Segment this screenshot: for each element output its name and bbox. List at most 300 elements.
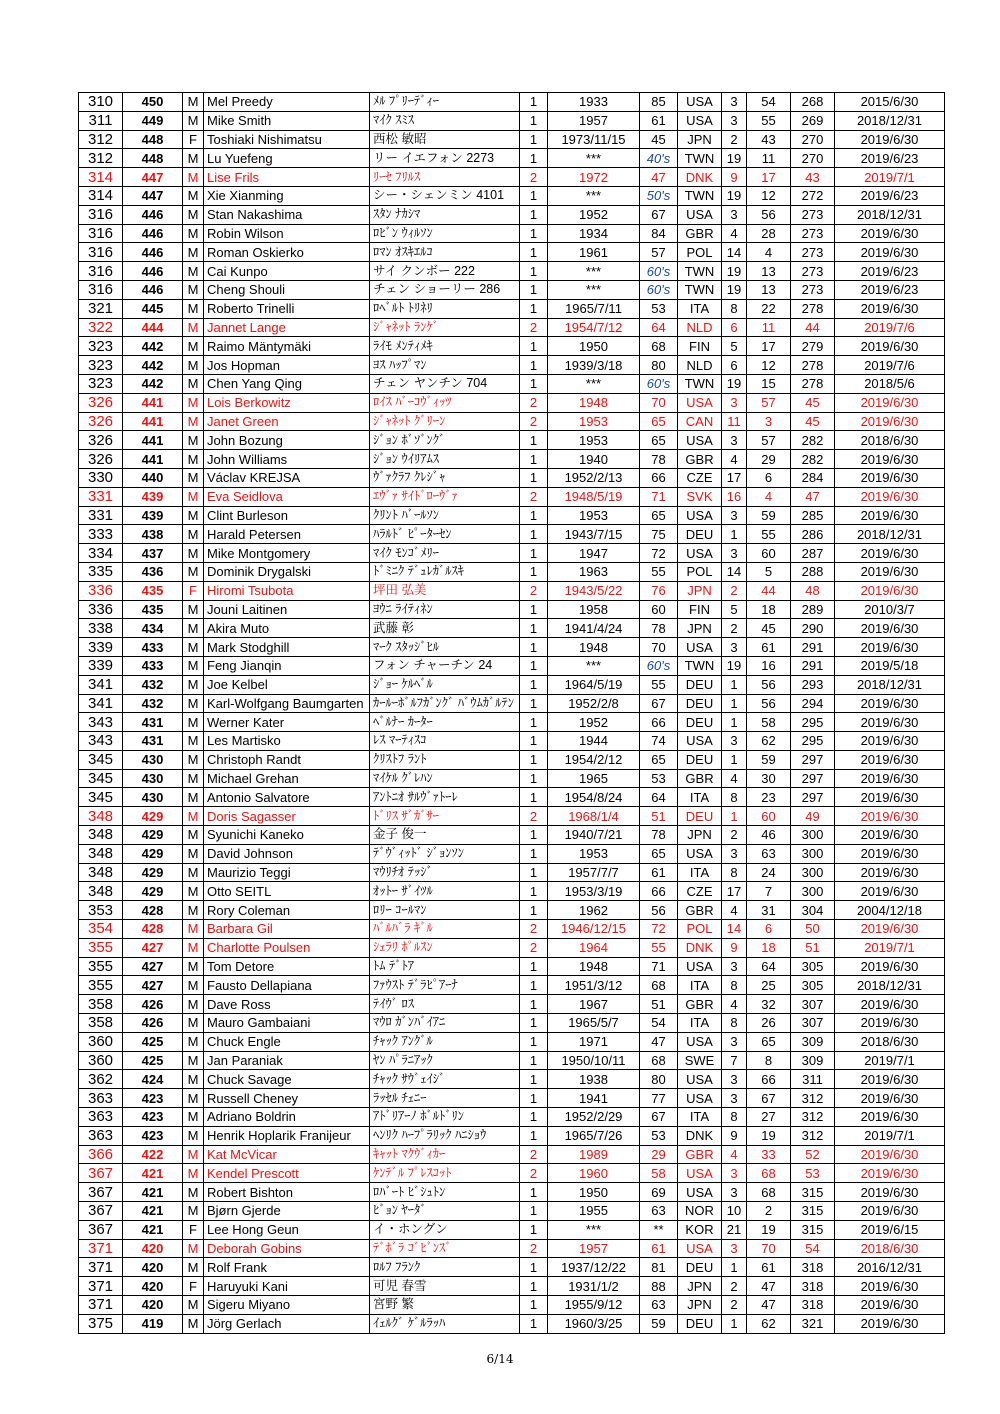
country-rank-cell: 47 (747, 1277, 791, 1296)
country-rank-cell: 8 (747, 1051, 791, 1070)
birth-date-cell: 1940 (548, 450, 640, 469)
rank-cell: 367 (79, 1164, 123, 1183)
updated-date-cell: 2019/6/30 (835, 788, 945, 807)
gender-rank-cell: 273 (791, 224, 835, 243)
country-rank-cell: 56 (747, 675, 791, 694)
name-cell: Eva Seidlova (204, 487, 370, 506)
country-rank-cell: 60 (747, 807, 791, 826)
country-rank-cell: 24 (747, 863, 791, 882)
table-row (79, 93, 945, 112)
age-cell: 68 (640, 337, 678, 356)
katakana-name-cell: 武藤 彰 (370, 619, 520, 638)
rank-cell: 316 (79, 243, 123, 262)
updated-date-cell: 2019/6/30 (835, 393, 945, 412)
name-cell: Doris Sagasser (204, 807, 370, 826)
country-rank-cell: 70 (747, 1239, 791, 1258)
rank-cell: 338 (79, 619, 123, 638)
birth-date-cell: 1943/5/22 (548, 581, 640, 600)
sex-cell: F (183, 1220, 204, 1239)
table-row (79, 807, 945, 826)
birth-date-cell: 1939/3/18 (548, 356, 640, 375)
age-cell: 88 (640, 1277, 678, 1296)
age-cell: 74 (640, 732, 678, 751)
rank-cell: 348 (79, 844, 123, 863)
table-row (79, 713, 945, 732)
country-rank-cell: 33 (747, 1145, 791, 1164)
age-cell: 66 (640, 713, 678, 732)
name-cell: Robin Wilson (204, 224, 370, 243)
country-cell: USA (678, 506, 722, 525)
country-index-cell: 3 (722, 506, 747, 525)
updated-date-cell: 2019/6/30 (835, 243, 945, 262)
table-row (79, 356, 945, 375)
gender-rank-cell: 278 (791, 374, 835, 393)
gender-rank-cell: 297 (791, 769, 835, 788)
country-cell: JPN (678, 130, 722, 149)
sex-cell: M (183, 882, 204, 901)
gender-code-cell: 1 (520, 1314, 548, 1333)
points-cell: 433 (123, 656, 183, 675)
rank-cell: 355 (79, 938, 123, 957)
country-index-cell: 4 (722, 901, 747, 920)
updated-date-cell: 2019/6/30 (835, 299, 945, 318)
country-rank-cell: 56 (747, 694, 791, 713)
country-rank-cell: 12 (747, 356, 791, 375)
country-index-cell: 3 (722, 1183, 747, 1202)
gender-rank-cell: 291 (791, 656, 835, 675)
katakana-name-cell: ｼﾞｮｰ ｹﾙﾍﾞﾙ (370, 675, 520, 694)
gender-rank-cell: 290 (791, 619, 835, 638)
age-cell: 50's (640, 186, 678, 205)
sex-cell: M (183, 901, 204, 920)
country-index-cell: 1 (722, 1258, 747, 1277)
updated-date-cell: 2019/6/23 (835, 149, 945, 168)
age-cell: 65 (640, 431, 678, 450)
updated-date-cell: 2019/7/1 (835, 1051, 945, 1070)
birth-date-cell: 1953 (548, 506, 640, 525)
sex-cell: M (183, 280, 204, 299)
points-cell: 446 (123, 262, 183, 281)
rank-cell: 367 (79, 1183, 123, 1202)
country-cell: SVK (678, 487, 722, 506)
points-cell: 441 (123, 431, 183, 450)
country-rank-cell: 56 (747, 205, 791, 224)
country-index-cell: 1 (722, 525, 747, 544)
country-rank-cell: 67 (747, 1089, 791, 1108)
country-index-cell: 2 (722, 826, 747, 845)
sex-cell: M (183, 656, 204, 675)
country-rank-cell: 28 (747, 224, 791, 243)
name-cell: Kendel Prescott (204, 1164, 370, 1183)
name-cell: Harald Petersen (204, 525, 370, 544)
country-rank-cell: 27 (747, 1108, 791, 1127)
gender-code-cell: 1 (520, 205, 548, 224)
country-rank-cell: 47 (747, 1296, 791, 1315)
sex-cell: M (183, 1183, 204, 1202)
birth-date-cell: *** (548, 374, 640, 393)
country-index-cell: 8 (722, 1108, 747, 1127)
birth-date-cell: 1965/5/7 (548, 1014, 640, 1033)
gender-rank-cell: 284 (791, 468, 835, 487)
birth-date-cell: 1965/7/26 (548, 1126, 640, 1145)
gender-rank-cell: 315 (791, 1183, 835, 1202)
table-row (79, 863, 945, 882)
points-cell: 429 (123, 807, 183, 826)
gender-rank-cell: 297 (791, 788, 835, 807)
updated-date-cell: 2019/6/30 (835, 882, 945, 901)
sex-cell: M (183, 788, 204, 807)
name-cell: Janet Green (204, 412, 370, 431)
sex-cell: M (183, 111, 204, 130)
country-rank-cell: 13 (747, 262, 791, 281)
rank-cell: 323 (79, 374, 123, 393)
birth-date-cell: 1960/3/25 (548, 1314, 640, 1333)
gender-code-cell: 1 (520, 675, 548, 694)
table-row (79, 412, 945, 431)
table-row (79, 920, 945, 939)
country-cell: GBR (678, 769, 722, 788)
katakana-name-cell: ﾃﾞﾎﾞﾗ ｺﾞﾋﾞﾝｽﾞ (370, 1239, 520, 1258)
country-rank-cell: 46 (747, 826, 791, 845)
rank-cell: 323 (79, 337, 123, 356)
sex-cell: M (183, 807, 204, 826)
gender-rank-cell: 307 (791, 1014, 835, 1033)
birth-date-cell: 1946/12/15 (548, 920, 640, 939)
sex-cell: M (183, 600, 204, 619)
name-cell: Lu Yuefeng (204, 149, 370, 168)
country-index-cell: 1 (722, 807, 747, 826)
updated-date-cell: 2019/6/15 (835, 1220, 945, 1239)
points-cell: 435 (123, 600, 183, 619)
country-cell: NLD (678, 356, 722, 375)
updated-date-cell: 2019/6/30 (835, 224, 945, 243)
age-cell: 80 (640, 1070, 678, 1089)
country-index-cell: 3 (722, 544, 747, 563)
country-index-cell: 16 (722, 487, 747, 506)
sex-cell: F (183, 1277, 204, 1296)
country-cell: USA (678, 844, 722, 863)
country-cell: USA (678, 393, 722, 412)
country-index-cell: 1 (722, 713, 747, 732)
gender-rank-cell: 300 (791, 844, 835, 863)
updated-date-cell: 2019/6/30 (835, 544, 945, 563)
points-cell: 421 (123, 1202, 183, 1221)
gender-rank-cell: 300 (791, 863, 835, 882)
age-cell: 77 (640, 1089, 678, 1108)
name-cell: Joe Kelbel (204, 675, 370, 694)
table-row (79, 544, 945, 563)
gender-rank-cell: 309 (791, 1032, 835, 1051)
points-cell: 441 (123, 393, 183, 412)
points-cell: 437 (123, 544, 183, 563)
rank-cell: 311 (79, 111, 123, 130)
country-index-cell: 3 (722, 1070, 747, 1089)
rank-cell: 334 (79, 544, 123, 563)
katakana-name-cell: 西松 敏昭 (370, 130, 520, 149)
updated-date-cell: 2018/6/30 (835, 1032, 945, 1051)
katakana-name-cell: ﾌｧｳｽﾄ ﾃﾞﾗﾋﾟｱｰﾅ (370, 976, 520, 995)
birth-date-cell: 1944 (548, 732, 640, 751)
gender-code-cell: 1 (520, 356, 548, 375)
country-index-cell: 2 (722, 130, 747, 149)
points-cell: 428 (123, 920, 183, 939)
country-cell: CZE (678, 882, 722, 901)
katakana-name-cell: ｴｳﾞｧ ｻｲﾄﾞﾛｰｳﾞｧ (370, 487, 520, 506)
rank-cell: 358 (79, 995, 123, 1014)
updated-date-cell: 2019/6/30 (835, 1014, 945, 1033)
rank-cell: 330 (79, 468, 123, 487)
gender-rank-cell: 282 (791, 431, 835, 450)
gender-rank-cell: 307 (791, 995, 835, 1014)
points-cell: 439 (123, 506, 183, 525)
gender-code-cell: 1 (520, 1108, 548, 1127)
updated-date-cell: 2019/6/30 (835, 468, 945, 487)
updated-date-cell: 2015/6/30 (835, 93, 945, 112)
country-cell: TWN (678, 656, 722, 675)
name-cell: Václav KREJSA (204, 468, 370, 487)
gender-rank-cell: 273 (791, 280, 835, 299)
updated-date-cell: 2019/6/30 (835, 1183, 945, 1202)
points-cell: 446 (123, 205, 183, 224)
name-cell: Michael Grehan (204, 769, 370, 788)
katakana-name-cell: ﾄﾞﾐﾆｸ ﾃﾞｭﾚｶﾞﾙｽｷ (370, 562, 520, 581)
katakana-name-cell: ﾏｲｸ ﾓﾝｺﾞﾒﾘｰ (370, 544, 520, 563)
points-cell: 422 (123, 1145, 183, 1164)
updated-date-cell: 2019/6/30 (835, 506, 945, 525)
points-cell: 433 (123, 638, 183, 657)
birth-date-cell: 1989 (548, 1145, 640, 1164)
country-cell: GBR (678, 1145, 722, 1164)
country-index-cell: 3 (722, 844, 747, 863)
gender-rank-cell: 52 (791, 1145, 835, 1164)
name-cell: Lee Hong Geun (204, 1220, 370, 1239)
katakana-name-cell: ｳﾞｧｸﾗﾌ ｸﾚｼﾞｬ (370, 468, 520, 487)
gender-code-cell: 1 (520, 130, 548, 149)
country-rank-cell: 23 (747, 788, 791, 807)
gender-code-cell: 1 (520, 1296, 548, 1315)
birth-date-cell: 1973/11/15 (548, 130, 640, 149)
katakana-name-cell: ﾍﾝﾘｸ ﾊｰﾌﾟﾗﾘｯｸ ﾊﾆｼｮｳ (370, 1126, 520, 1145)
gender-code-cell: 1 (520, 600, 548, 619)
country-index-cell: 6 (722, 318, 747, 337)
sex-cell: M (183, 262, 204, 281)
sex-cell: M (183, 694, 204, 713)
gender-rank-cell: 295 (791, 713, 835, 732)
age-cell: 68 (640, 976, 678, 995)
country-cell: SWE (678, 1051, 722, 1070)
country-rank-cell: 29 (747, 450, 791, 469)
points-cell: 441 (123, 450, 183, 469)
name-cell: Bjørn Gjerde (204, 1202, 370, 1221)
rank-cell: 336 (79, 581, 123, 600)
gender-code-cell: 1 (520, 619, 548, 638)
rank-cell: 353 (79, 901, 123, 920)
country-cell: DEU (678, 1314, 722, 1333)
name-cell: Akira Muto (204, 619, 370, 638)
country-rank-cell: 13 (747, 280, 791, 299)
table-row (79, 468, 945, 487)
age-cell: 67 (640, 205, 678, 224)
sex-cell: M (183, 412, 204, 431)
points-cell: 430 (123, 788, 183, 807)
birth-date-cell: 1955/9/12 (548, 1296, 640, 1315)
gender-rank-cell: 268 (791, 93, 835, 112)
rank-cell: 354 (79, 920, 123, 939)
gender-rank-cell: 270 (791, 130, 835, 149)
katakana-name-cell: ﾛﾙﾌ ﾌﾗﾝｸ (370, 1258, 520, 1277)
age-cell: 65 (640, 506, 678, 525)
country-index-cell: 9 (722, 1126, 747, 1145)
birth-date-cell: 1950 (548, 337, 640, 356)
gender-code-cell: 2 (520, 807, 548, 826)
name-cell: Stan Nakashima (204, 205, 370, 224)
rank-cell: 360 (79, 1032, 123, 1051)
birth-date-cell: 1965/7/11 (548, 299, 640, 318)
table-row (79, 1089, 945, 1108)
country-index-cell: 19 (722, 656, 747, 675)
sex-cell: M (183, 976, 204, 995)
name-cell: Chuck Savage (204, 1070, 370, 1089)
country-index-cell: 19 (722, 149, 747, 168)
gender-rank-cell: 279 (791, 337, 835, 356)
country-index-cell: 7 (722, 1051, 747, 1070)
updated-date-cell: 2019/6/30 (835, 995, 945, 1014)
points-cell: 420 (123, 1277, 183, 1296)
birth-date-cell: 1950/10/11 (548, 1051, 640, 1070)
gender-rank-cell: 273 (791, 205, 835, 224)
updated-date-cell: 2019/6/30 (835, 920, 945, 939)
age-cell: 66 (640, 468, 678, 487)
country-rank-cell: 44 (747, 581, 791, 600)
gender-rank-cell: 312 (791, 1089, 835, 1108)
country-index-cell: 19 (722, 280, 747, 299)
country-rank-cell: 4 (747, 487, 791, 506)
gender-code-cell: 1 (520, 732, 548, 751)
updated-date-cell: 2019/6/30 (835, 863, 945, 882)
sex-cell: M (183, 769, 204, 788)
points-cell: 446 (123, 224, 183, 243)
points-cell: 432 (123, 694, 183, 713)
sex-cell: M (183, 468, 204, 487)
gender-rank-cell: 305 (791, 957, 835, 976)
updated-date-cell: 2018/12/31 (835, 205, 945, 224)
updated-date-cell: 2019/6/30 (835, 1089, 945, 1108)
birth-date-cell: 1957/7/7 (548, 863, 640, 882)
gender-code-cell: 1 (520, 1051, 548, 1070)
table-row (79, 976, 945, 995)
age-cell: 78 (640, 450, 678, 469)
name-cell: Chen Yang Qing (204, 374, 370, 393)
page-number: 6/14 (486, 1352, 514, 1366)
gender-rank-cell: 53 (791, 1164, 835, 1183)
rank-cell: 312 (79, 149, 123, 168)
points-cell: 432 (123, 675, 183, 694)
gender-code-cell: 2 (520, 1239, 548, 1258)
gender-rank-cell: 312 (791, 1126, 835, 1145)
country-rank-cell: 17 (747, 168, 791, 187)
country-cell: GBR (678, 901, 722, 920)
birth-date-cell: *** (548, 149, 640, 168)
katakana-name-cell: ﾏｲｹﾙ ｸﾞﾚﾊﾝ (370, 769, 520, 788)
birth-date-cell: 1950 (548, 1183, 640, 1202)
table-row (79, 1239, 945, 1258)
country-rank-cell: 2 (747, 1202, 791, 1221)
points-cell: 423 (123, 1108, 183, 1127)
birth-date-cell: *** (548, 262, 640, 281)
gender-code-cell: 2 (520, 487, 548, 506)
table-row (79, 844, 945, 863)
updated-date-cell: 2019/6/30 (835, 826, 945, 845)
gender-code-cell: 1 (520, 1202, 548, 1221)
rank-cell: 314 (79, 168, 123, 187)
age-cell: 60's (640, 280, 678, 299)
country-index-cell: 2 (722, 1296, 747, 1315)
country-cell: USA (678, 1183, 722, 1202)
name-cell: Henrik Hoplarik Franijeur (204, 1126, 370, 1145)
name-cell: Christoph Randt (204, 750, 370, 769)
gender-code-cell: 1 (520, 844, 548, 863)
age-cell: 78 (640, 826, 678, 845)
birth-date-cell: 1967 (548, 995, 640, 1014)
table-row (79, 431, 945, 450)
updated-date-cell: 2019/6/30 (835, 1108, 945, 1127)
country-rank-cell: 68 (747, 1183, 791, 1202)
age-cell: 29 (640, 1145, 678, 1164)
name-cell: Jan Paraniak (204, 1051, 370, 1070)
points-cell: 430 (123, 750, 183, 769)
points-cell: 420 (123, 1239, 183, 1258)
country-index-cell: 14 (722, 243, 747, 262)
points-cell: 427 (123, 976, 183, 995)
birth-date-cell: 1952/2/29 (548, 1108, 640, 1127)
gender-code-cell: 1 (520, 1089, 548, 1108)
country-index-cell: 10 (722, 1202, 747, 1221)
katakana-name-cell: 坪田 弘美 (370, 581, 520, 600)
table-row (79, 1183, 945, 1202)
country-rank-cell: 61 (747, 1258, 791, 1277)
rank-cell: 345 (79, 750, 123, 769)
table-row (79, 1126, 945, 1145)
country-rank-cell: 43 (747, 130, 791, 149)
name-cell: Haruyuki Kani (204, 1277, 370, 1296)
country-cell: USA (678, 111, 722, 130)
katakana-name-cell: ﾏｳﾛ ｶﾞﾝﾊﾞｲｱﾆ (370, 1014, 520, 1033)
country-rank-cell: 63 (747, 844, 791, 863)
country-rank-cell: 18 (747, 600, 791, 619)
points-cell: 426 (123, 995, 183, 1014)
gender-rank-cell: 49 (791, 807, 835, 826)
country-index-cell: 6 (722, 356, 747, 375)
birth-date-cell: 1937/12/22 (548, 1258, 640, 1277)
gender-code-cell: 1 (520, 431, 548, 450)
table-row (79, 1145, 945, 1164)
name-cell: Cai Kunpo (204, 262, 370, 281)
table-row (79, 318, 945, 337)
points-cell: 445 (123, 299, 183, 318)
points-cell: 431 (123, 713, 183, 732)
country-cell: TWN (678, 186, 722, 205)
updated-date-cell: 2019/7/1 (835, 168, 945, 187)
sex-cell: M (183, 675, 204, 694)
sex-cell: M (183, 995, 204, 1014)
gender-rank-cell: 44 (791, 318, 835, 337)
country-index-cell: 2 (722, 619, 747, 638)
updated-date-cell: 2019/7/6 (835, 318, 945, 337)
katakana-name-cell: ｼﾞｮﾝ ｳｲﾘｱﾑｽ (370, 450, 520, 469)
updated-date-cell: 2019/6/30 (835, 1296, 945, 1315)
table-row (79, 638, 945, 657)
name-cell: Jouni Laitinen (204, 600, 370, 619)
